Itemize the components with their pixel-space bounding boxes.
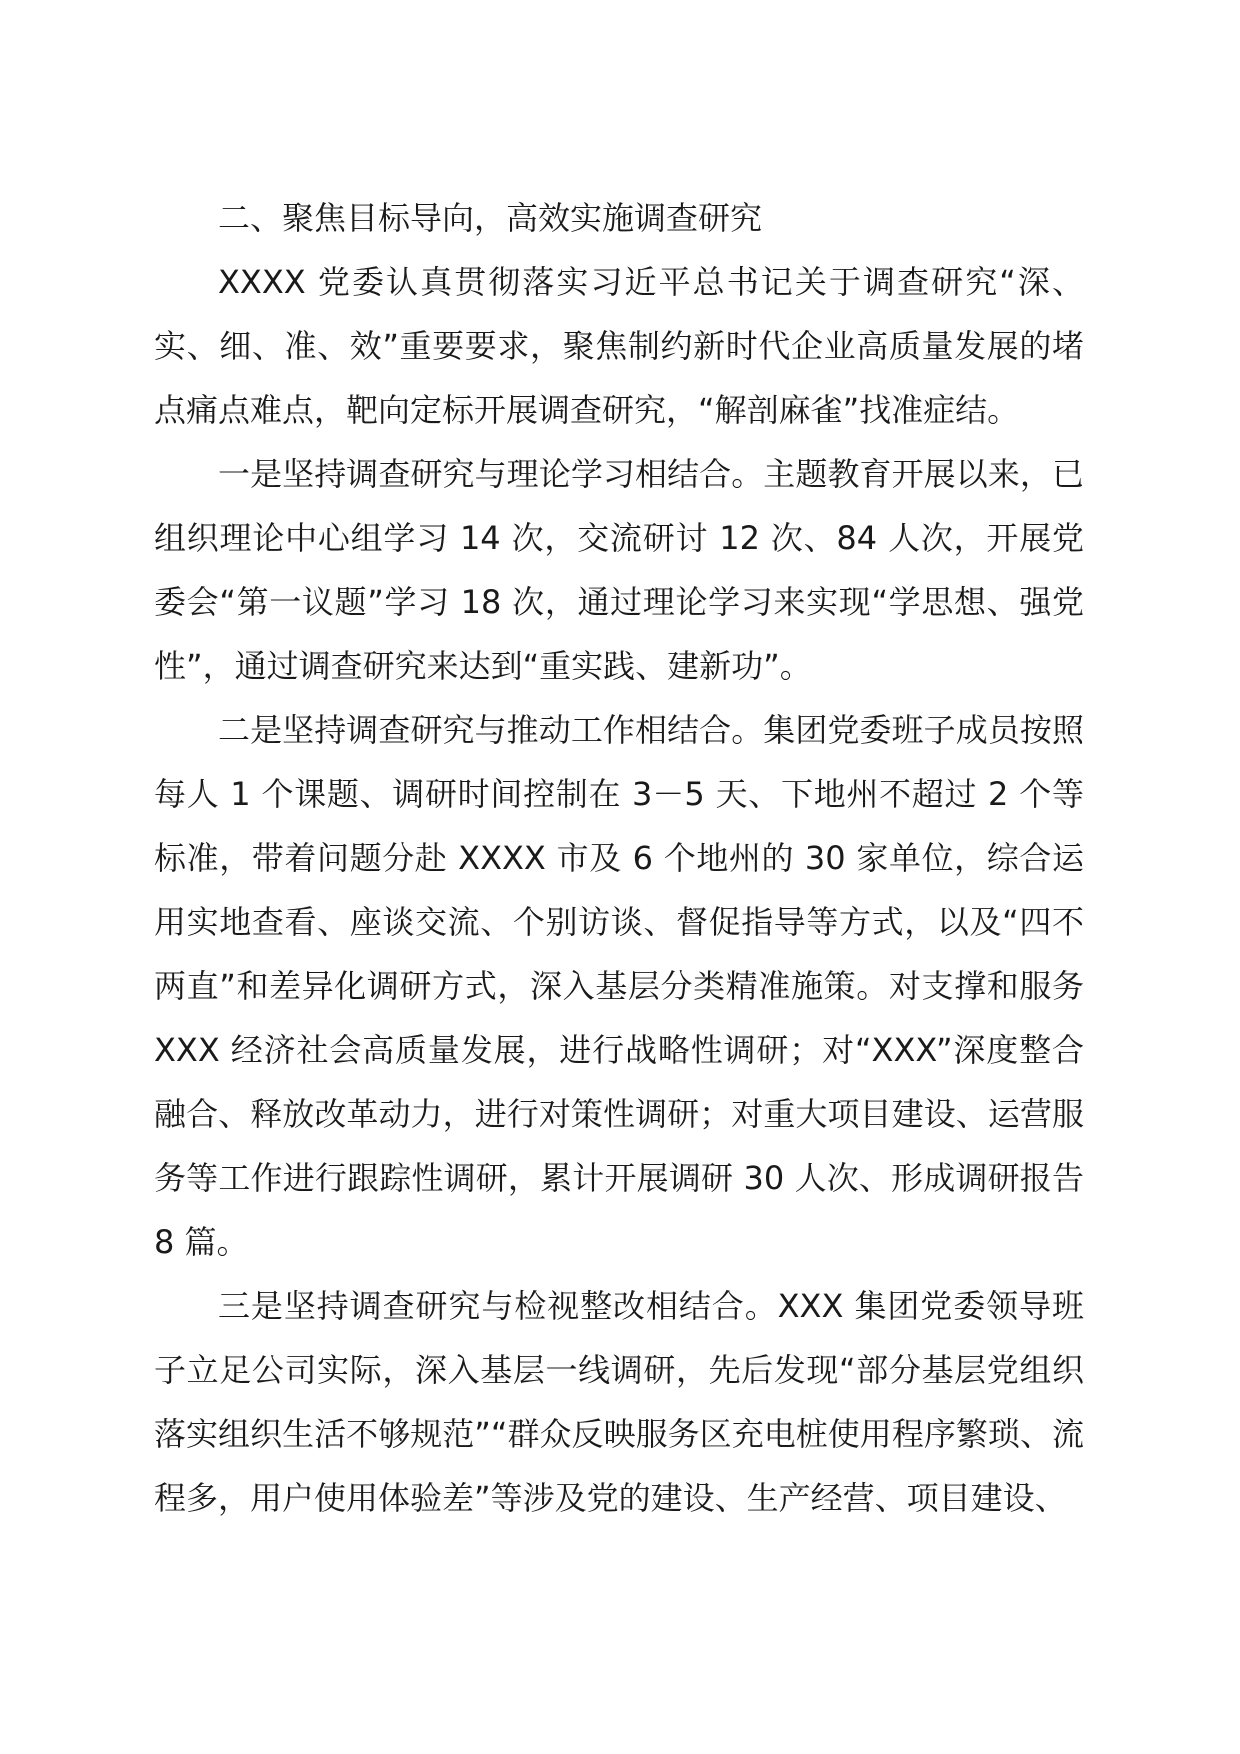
point-two-paragraph: 二是坚持调查研究与推动工作相结合。集团党委班子成员按照每人 1 个课题、调研时间控制在 3－5 天、下地州不超过 2 个等标准，带着问题分赴 XXXX 市及 6 个地州的 30 家单位，综合运用实地查看、座谈交流、个别访谈、督促指导等方式，以及“四不两直”和差异化调研方式，深入基层分类精准施策。对支撑和服务 XXX 经济社会高质量发展，进行战略性调研；对“XXX”深度整合融合、释放改革动力，进行对策性调研；对重大项目建设、运营服务等工作进行跟踪性调研，累计开展调研 30 人次、形成调研报告 8 篇。 bbox=[154, 711, 1084, 1261]
section-heading: 二、聚焦目标导向，高效实施调查研究 bbox=[218, 199, 763, 237]
intro-paragraph: XXXX 党委认真贯彻落实习近平总书记关于调查研究“深、实、细、准、效”重要要求，聚焦制约新时代企业高质量发展的堵点痛点难点，靶向定标开展调查研究，“解剖麻雀”找准症结。 bbox=[154, 263, 1084, 429]
point-one-paragraph: 一是坚持调查研究与理论学习相结合。主题教育开展以来，已组织理论中心组学习 14 次，交流研讨 12 次、84 人次，开展党委会“第一议题”学习 18 次，通过理论学习来实现“学思想、强党性”，通过调查研究来达到“重实践、建新功”。 bbox=[154, 455, 1084, 685]
point-three-paragraph: 三是坚持调查研究与检视整改相结合。XXX 集团党委领导班子立足公司实际，深入基层一线调研，先后发现“部分基层党组织落实组织生活不够规范”“群众反映服务区充电桩使用程序繁琐、流程多，用户使用体验差”等涉及党的建设、生产经营、项目建设、 bbox=[154, 1287, 1084, 1517]
document-page bbox=[154, 186, 1084, 1530]
